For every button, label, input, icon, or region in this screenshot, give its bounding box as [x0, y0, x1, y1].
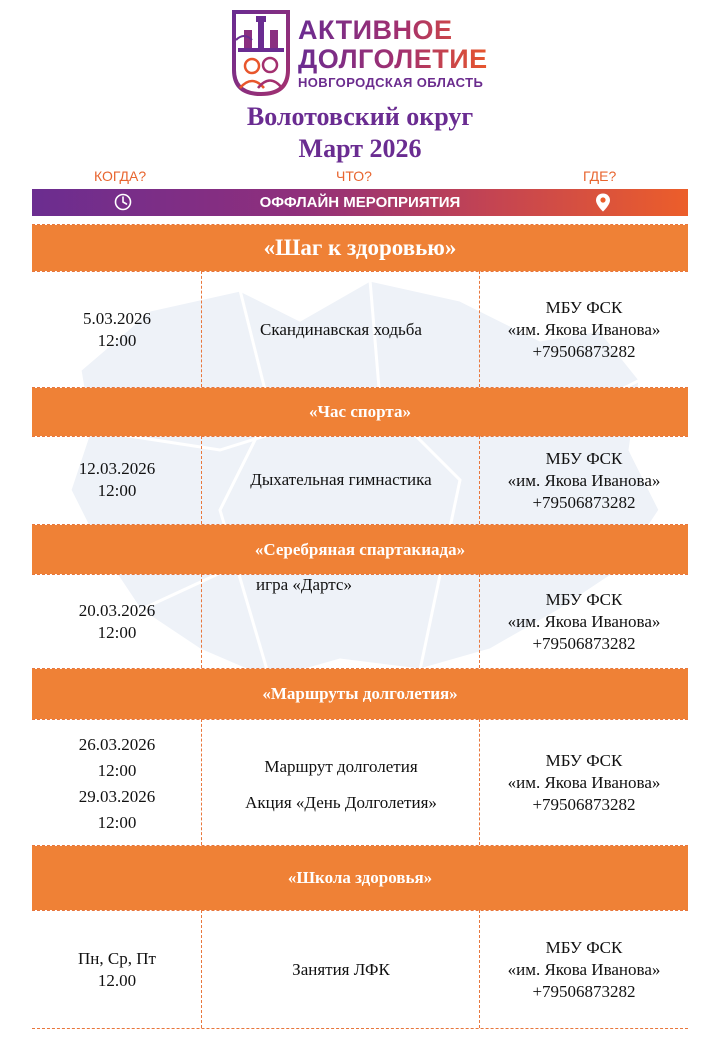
event-date: [32, 940, 202, 1000]
month-title: Март 2026: [298, 134, 422, 163]
event-location: [480, 294, 688, 366]
event-date: [32, 732, 202, 836]
section-header: «Час спорта»: [32, 388, 688, 436]
time-line: 12:00: [97, 623, 137, 642]
time-line: 12:00: [97, 761, 137, 780]
offline-events-band: [32, 189, 688, 216]
phone-line: +79506873282: [532, 634, 636, 653]
date-line: 12.03.2026: [78, 459, 156, 478]
venue-line: МБУ ФСК: [545, 938, 623, 957]
band-title: ОФФЛАЙН МЕРОПРИЯТИЯ: [259, 194, 461, 211]
time-line: 12:00: [97, 481, 137, 500]
logo-region: НОВГОРОДСКАЯ ОБЛАСТЬ: [298, 75, 484, 90]
phone-line: +79506873282: [532, 342, 636, 361]
row-divider: [32, 910, 688, 911]
section-header: «Школа здоровья»: [32, 846, 688, 910]
venue-line: МБУ ФСК: [545, 751, 623, 770]
section-header: «Шаг к здоровью»: [32, 225, 688, 271]
legend-where: ГДЕ?: [583, 168, 617, 184]
venue-name-line: «им. Якова Иванова»: [507, 612, 661, 631]
event-activity: [202, 940, 480, 1000]
venue-line: МБУ ФСК: [545, 449, 623, 468]
event-location: [480, 934, 688, 1006]
event-date: [32, 450, 202, 510]
activity-line: Дыхательная гимнастика: [250, 470, 432, 489]
activity-line: Акция «День Долголетия»: [245, 793, 437, 812]
event-date: [32, 300, 202, 360]
brand-logo: [230, 10, 500, 96]
row-divider: [32, 271, 688, 272]
time-line: 12:00: [97, 813, 137, 832]
event-location: [480, 747, 688, 819]
legend-what: ЧТО?: [336, 168, 372, 184]
row-divider: [32, 1028, 688, 1029]
kremlin-elderly-couple-icon: [230, 10, 292, 96]
date-line: 5.03.2026: [83, 309, 151, 328]
venue-line: МБУ ФСК: [545, 590, 623, 609]
event-location: [480, 586, 688, 658]
venue-name-line: «им. Якова Иванова»: [507, 471, 661, 490]
logo-title-line1: АКТИВНОЕ: [298, 16, 488, 45]
row-divider: [32, 436, 688, 437]
event-location: [480, 445, 688, 517]
section-header: «Серебряная спартакиада»: [32, 525, 688, 574]
activity-line: Занятия ЛФК: [292, 960, 390, 979]
venue-name-line: «им. Якова Иванова»: [507, 773, 661, 792]
date-line: 26.03.2026: [78, 735, 156, 754]
time-line: 12:00: [97, 331, 137, 350]
event-activity: [202, 574, 480, 598]
legend-labels: [32, 168, 688, 188]
date-line: 29.03.2026: [78, 787, 156, 806]
activity-line: Маршрут долголетия: [264, 757, 418, 776]
event-activity: [202, 750, 480, 820]
location-pin-icon: [595, 193, 611, 212]
section-header: «Маршруты долголетия»: [32, 669, 688, 719]
time-line: 12.00: [97, 971, 137, 990]
venue-name-line: «им. Якова Иванова»: [507, 320, 661, 339]
venue-name-line: «им. Якова Иванова»: [507, 960, 661, 979]
event-activity: [202, 450, 480, 510]
phone-line: +79506873282: [532, 795, 636, 814]
phone-line: +79506873282: [532, 982, 636, 1001]
activity-line: Скандинавская ходьба: [260, 320, 422, 339]
activity-line: игра «Дартс»: [256, 575, 352, 594]
days-line: Пн, Ср, Пт: [78, 949, 156, 968]
district-title: Волотовский округ: [246, 102, 474, 131]
event-activity: [202, 300, 480, 360]
row-divider: [32, 719, 688, 720]
legend-when: КОГДА?: [94, 168, 147, 184]
event-date: [32, 592, 202, 652]
phone-line: +79506873282: [532, 493, 636, 512]
venue-line: МБУ ФСК: [545, 298, 623, 317]
logo-title-line2: ДОЛГОЛЕТИЕ: [298, 44, 488, 74]
date-line: 20.03.2026: [78, 601, 156, 620]
